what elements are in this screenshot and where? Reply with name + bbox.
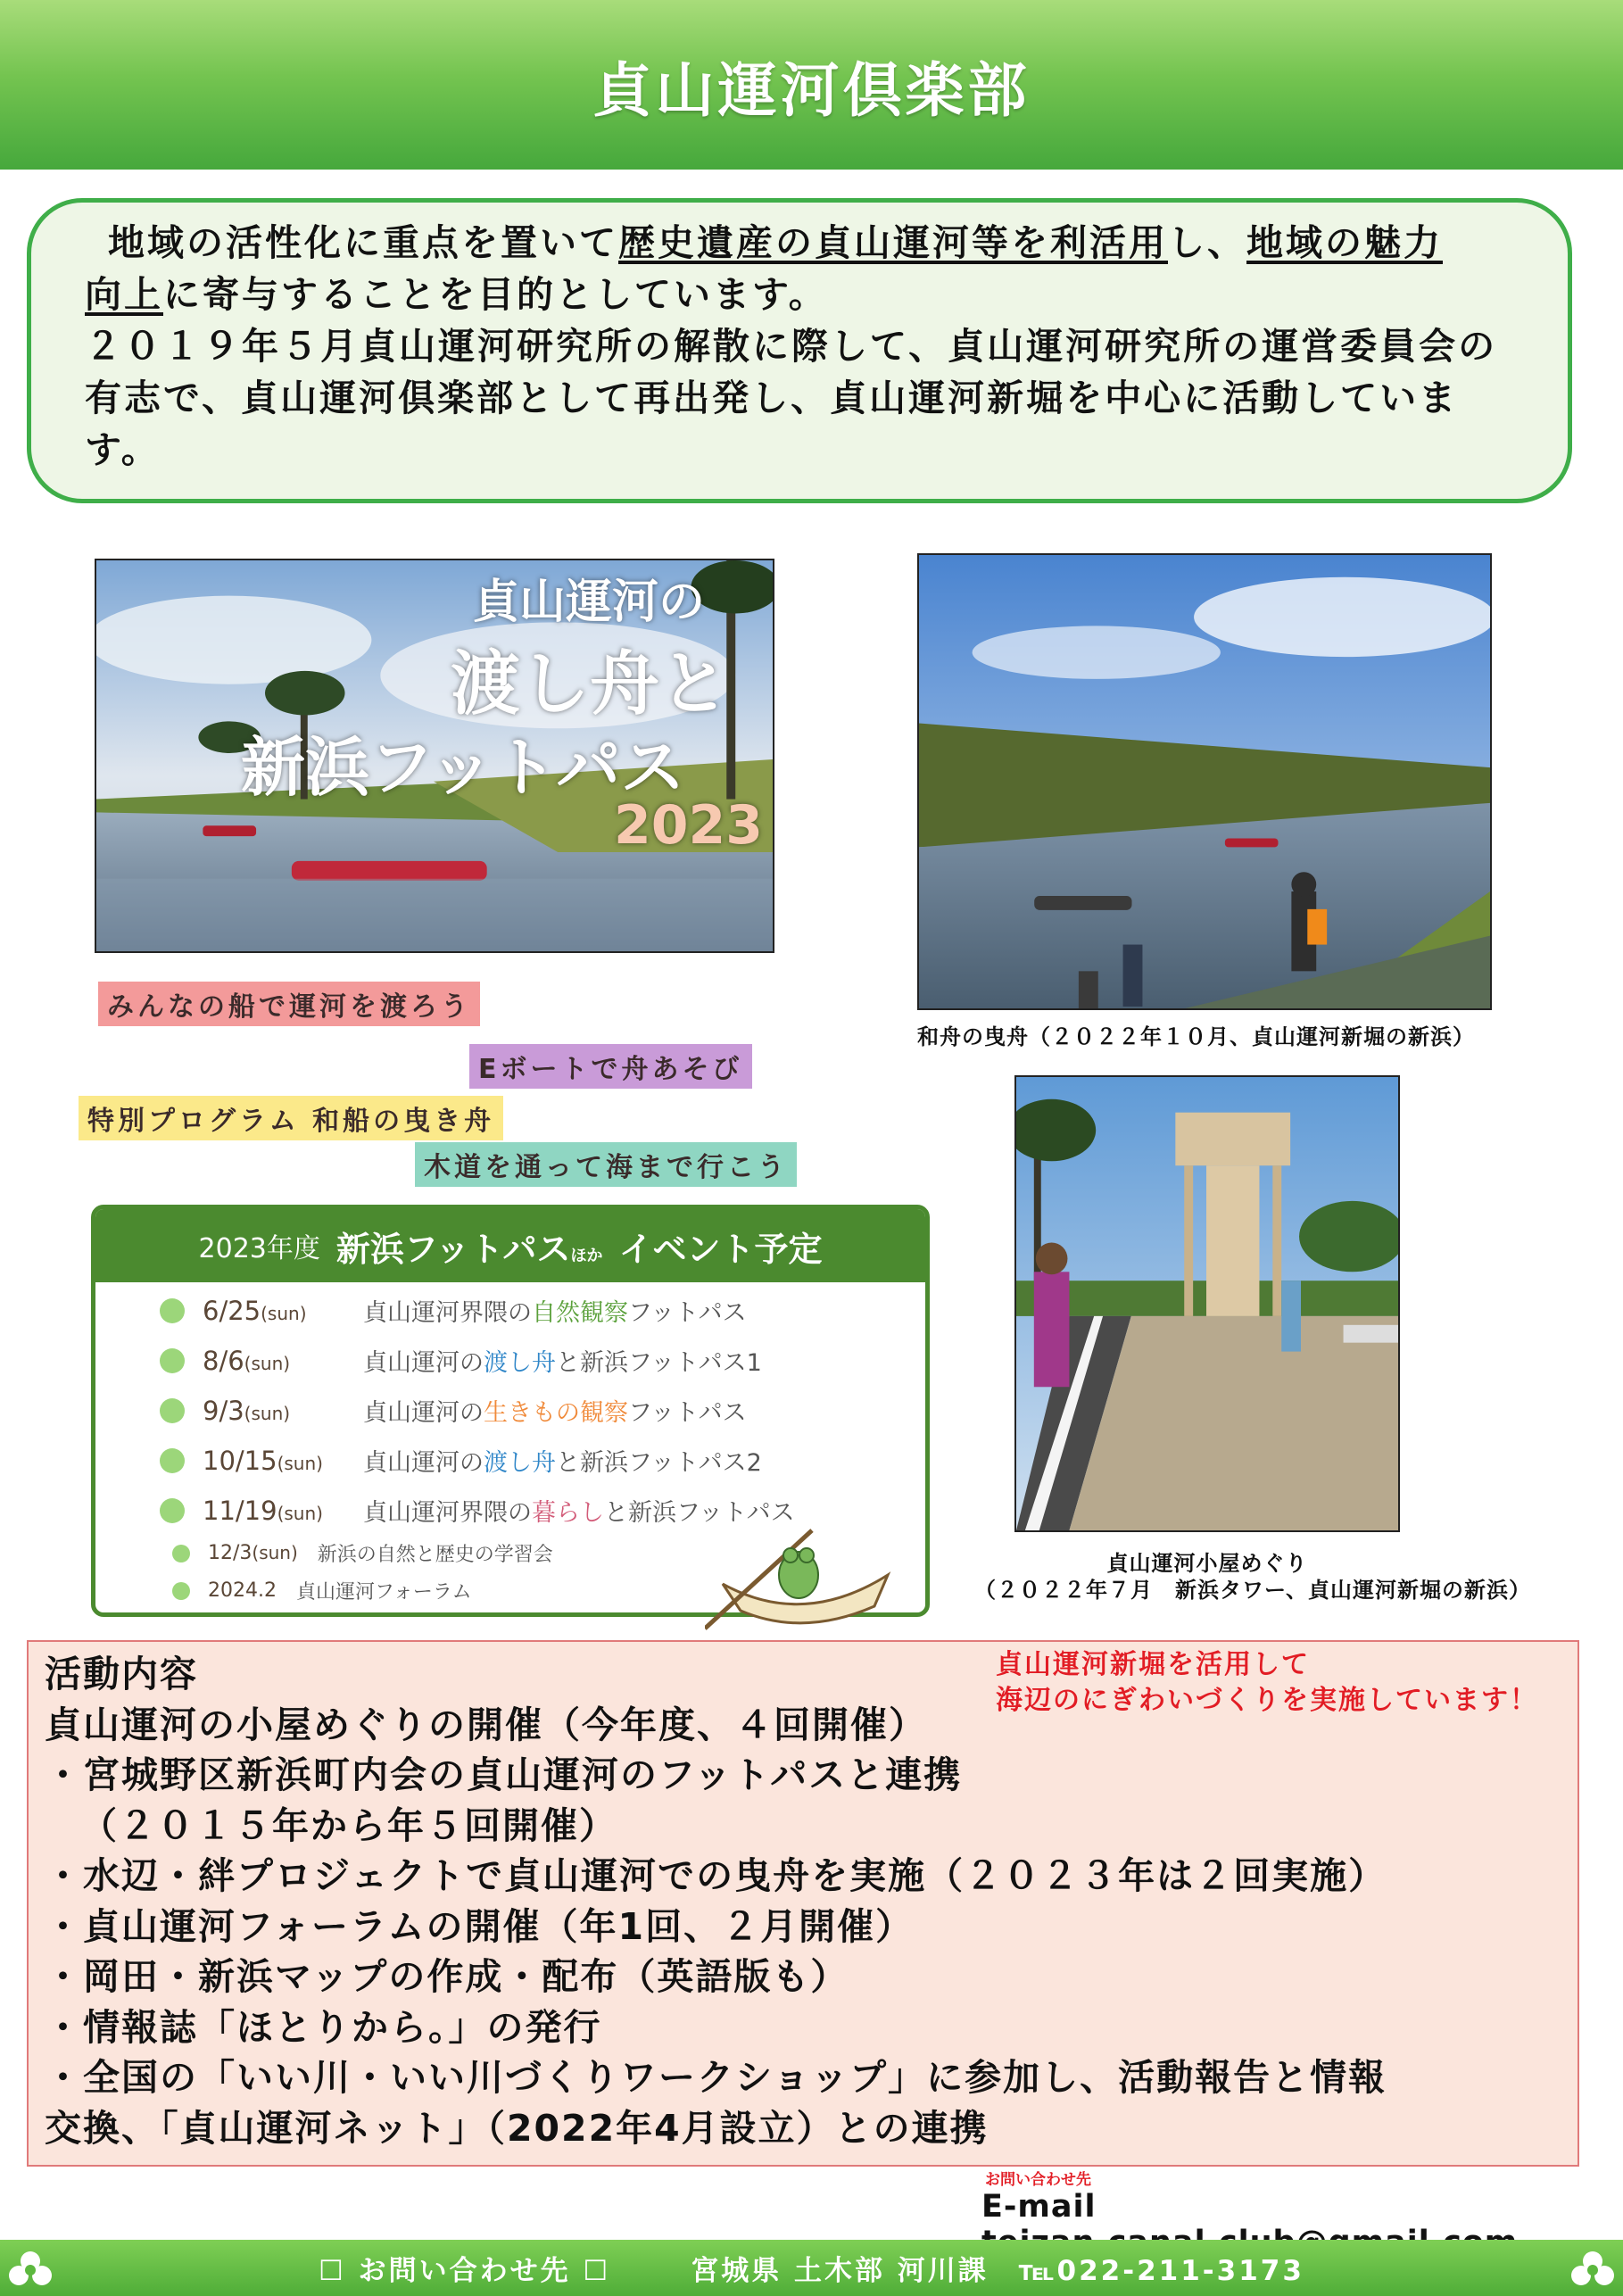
bullet-dot-icon	[172, 1582, 190, 1600]
event-title-highlight: 自然観察	[532, 1299, 628, 1327]
event-title-part: フットパス	[628, 1399, 747, 1427]
event-title	[363, 1443, 762, 1478]
schedule-header	[95, 1209, 925, 1282]
activity-line: 交換、「貞山運河ネット」（2022年4月設立）との連携	[45, 2106, 989, 2150]
intro-line-2	[85, 269, 1550, 320]
event-day: (sun)	[244, 1402, 291, 1424]
event-date	[203, 1396, 363, 1426]
tower-photo-caption-1: 貞山運河小屋めぐり	[1106, 1551, 1308, 1576]
bullet-dot-icon	[160, 1448, 185, 1473]
leaf-ornament-icon	[5, 2243, 55, 2293]
poster-title-3: 新浜フットパス	[241, 730, 685, 805]
event-date-text: 2024.2	[208, 1579, 277, 1602]
contact-label: お問い合わせ先	[985, 2171, 1091, 2189]
intro-underline: 向上	[85, 273, 163, 316]
event-date-text: 6/25	[203, 1295, 261, 1326]
intro-line-1	[85, 217, 1550, 269]
event-title-part: と新浜フットパス2	[556, 1449, 762, 1477]
activity-line: ・情報誌「ほとりから。」の発行	[45, 2005, 602, 2049]
event-date-text: 8/6	[203, 1345, 244, 1376]
leaf-ornament-icon	[1568, 2243, 1618, 2293]
event-title-highlight: 暮らし	[532, 1499, 604, 1527]
event-title-highlight: 渡し舟	[484, 1349, 556, 1377]
activity-note-line: 海辺のにぎわいづくりを実施しています！	[996, 1685, 1538, 1716]
bullet-dot-icon	[160, 1498, 185, 1523]
event-item-minor	[172, 1539, 553, 1567]
event-date	[203, 1346, 363, 1376]
event-title-part: 貞山運河の	[363, 1449, 484, 1477]
event-title-part: 貞山運河の	[363, 1349, 484, 1377]
page-title: 貞山運河倶楽部	[592, 55, 1031, 125]
event-title-part: 貞山運河界隈の	[363, 1499, 532, 1527]
event-title	[363, 1393, 747, 1428]
intro-text: 地域の活性化に重点を置いて	[108, 221, 618, 264]
event-title	[363, 1343, 762, 1378]
tag-eboat: Eボートで舟あそび	[469, 1044, 752, 1089]
event-date	[203, 1296, 363, 1326]
contact-email[interactable]: E-mail	[981, 2189, 1097, 2225]
event-item	[160, 1343, 762, 1378]
event-title: 新浜の自然と歴史の学習会	[317, 1544, 553, 1566]
boat-photo-image	[919, 555, 1490, 1008]
event-date-text: 9/3	[203, 1395, 244, 1426]
event-item	[160, 1393, 747, 1428]
tower-photo-caption-2: （２０２２年７月 新浜タワー、貞山運河新堀の新浜）	[974, 1578, 1532, 1603]
schedule-title-end: イベント予定	[618, 1229, 823, 1269]
event-item-minor	[172, 1577, 472, 1604]
tower-photo	[1014, 1075, 1400, 1532]
intro-line-5: す。	[85, 428, 161, 471]
activities-heading: 活動内容	[45, 1653, 198, 1695]
tag-special-program: 特別プログラム 和船の曳き舟	[79, 1096, 503, 1140]
event-title-part: 貞山運河の	[363, 1399, 484, 1427]
frog-boat-illustration	[705, 1521, 901, 1637]
event-title-part: と新浜フットパス	[604, 1499, 795, 1527]
boat-photo-caption: 和舟の曳舟（２０２２年１０月、貞山運河新堀の新浜）	[917, 1024, 1475, 1049]
intro-box	[27, 198, 1572, 503]
activity-note	[996, 1647, 1538, 1719]
schedule-title	[336, 1222, 603, 1271]
event-date-text: 12/3	[208, 1542, 253, 1564]
footer-department: 宮城県 土木部 河川課 ℡022-211-3173	[691, 2255, 1304, 2287]
event-item	[160, 1443, 762, 1478]
boat-photo	[917, 553, 1492, 1010]
event-date	[203, 1446, 363, 1476]
intro-underline: 歴史遺産の貞山運河等を利活用	[618, 221, 1168, 264]
schedule-year: 2023年度	[198, 1233, 320, 1264]
page-footer	[0, 2240, 1623, 2296]
event-date-text: 11/19	[203, 1495, 277, 1526]
activities-box	[27, 1640, 1579, 2167]
event-day: (sun)	[244, 1352, 291, 1374]
event-title-part: 貞山運河界隈の	[363, 1299, 532, 1327]
activity-line: 貞山運河の小屋めぐりの開催（今年度、４回開催）	[45, 1703, 927, 1746]
intro-line-4: 有志で、貞山運河倶楽部として再出発し、貞山運河新堀を中心に活動していま	[85, 377, 1459, 419]
page-header	[0, 0, 1623, 170]
bullet-dot-icon	[160, 1398, 185, 1423]
intro-underline: 地域の魅力	[1246, 221, 1443, 264]
event-title-part: と新浜フットパス1	[556, 1349, 762, 1377]
intro-line-3: ２０１９年５月貞山運河研究所の解散に際して、貞山運河研究所の運営委員会の	[85, 325, 1498, 368]
activity-line: ・貞山運河フォーラムの開催（年1回、２月開催）	[45, 1904, 915, 1948]
tag-cross-canal: みんなの船で運河を渡ろう	[98, 982, 480, 1026]
event-date	[203, 1496, 363, 1526]
bullet-dot-icon	[160, 1298, 185, 1323]
bullet-dot-icon	[172, 1545, 190, 1562]
event-title: 貞山運河フォーラム	[295, 1581, 472, 1604]
footer-contact-label: ☐ お問い合わせ先 ☐	[319, 2255, 611, 2287]
activity-line: ・水辺・絆プロジェクトで貞山運河での曳舟を実施（２０２３年は２回実施）	[45, 1854, 1387, 1897]
event-day: (sun)	[261, 1302, 307, 1324]
intro-text: に寄与することを目的としています。	[163, 273, 828, 316]
event-date	[208, 1542, 298, 1564]
activity-line: ・岡田・新浜マップの作成・配布（英語版も）	[45, 1955, 849, 1998]
intro-text: し、	[1168, 221, 1246, 264]
poster-title-2: 渡し舟と	[451, 644, 730, 725]
event-item	[160, 1493, 795, 1528]
event-item	[160, 1293, 747, 1328]
bullet-dot-icon	[160, 1348, 185, 1373]
event-day: (sun)	[252, 1542, 298, 1563]
event-day: (sun)	[277, 1502, 323, 1524]
activity-line: （２０１５年から年５回開催）	[80, 1803, 617, 1847]
activity-note-line: 貞山運河新堀を活用して	[996, 1649, 1310, 1680]
activity-line: ・全国の「いい川・いい川づくりワークショップ」に参加し、活動報告と情報	[45, 2056, 1387, 2099]
event-title-highlight: 生きもの観察	[484, 1399, 628, 1427]
poster-year: 2023	[614, 794, 763, 857]
event-day: (sun)	[277, 1452, 323, 1474]
event-date-text: 10/15	[203, 1445, 277, 1476]
poster-title-1: 貞山運河の	[473, 576, 706, 629]
schedule-title-small: ほか	[570, 1246, 603, 1265]
event-date	[208, 1579, 277, 1602]
event-title-part: フットパス	[628, 1299, 747, 1327]
tower-photo-image	[1016, 1077, 1398, 1530]
tag-boardwalk: 木道を通って海まで行こう	[415, 1142, 797, 1187]
activity-line: ・宮城野区新浜町内会の貞山運河のフットパスと連携	[45, 1753, 963, 1796]
schedule-title-main: 新浜フットパス	[335, 1229, 571, 1269]
event-title-highlight: 渡し舟	[484, 1449, 556, 1477]
event-title	[363, 1293, 747, 1328]
